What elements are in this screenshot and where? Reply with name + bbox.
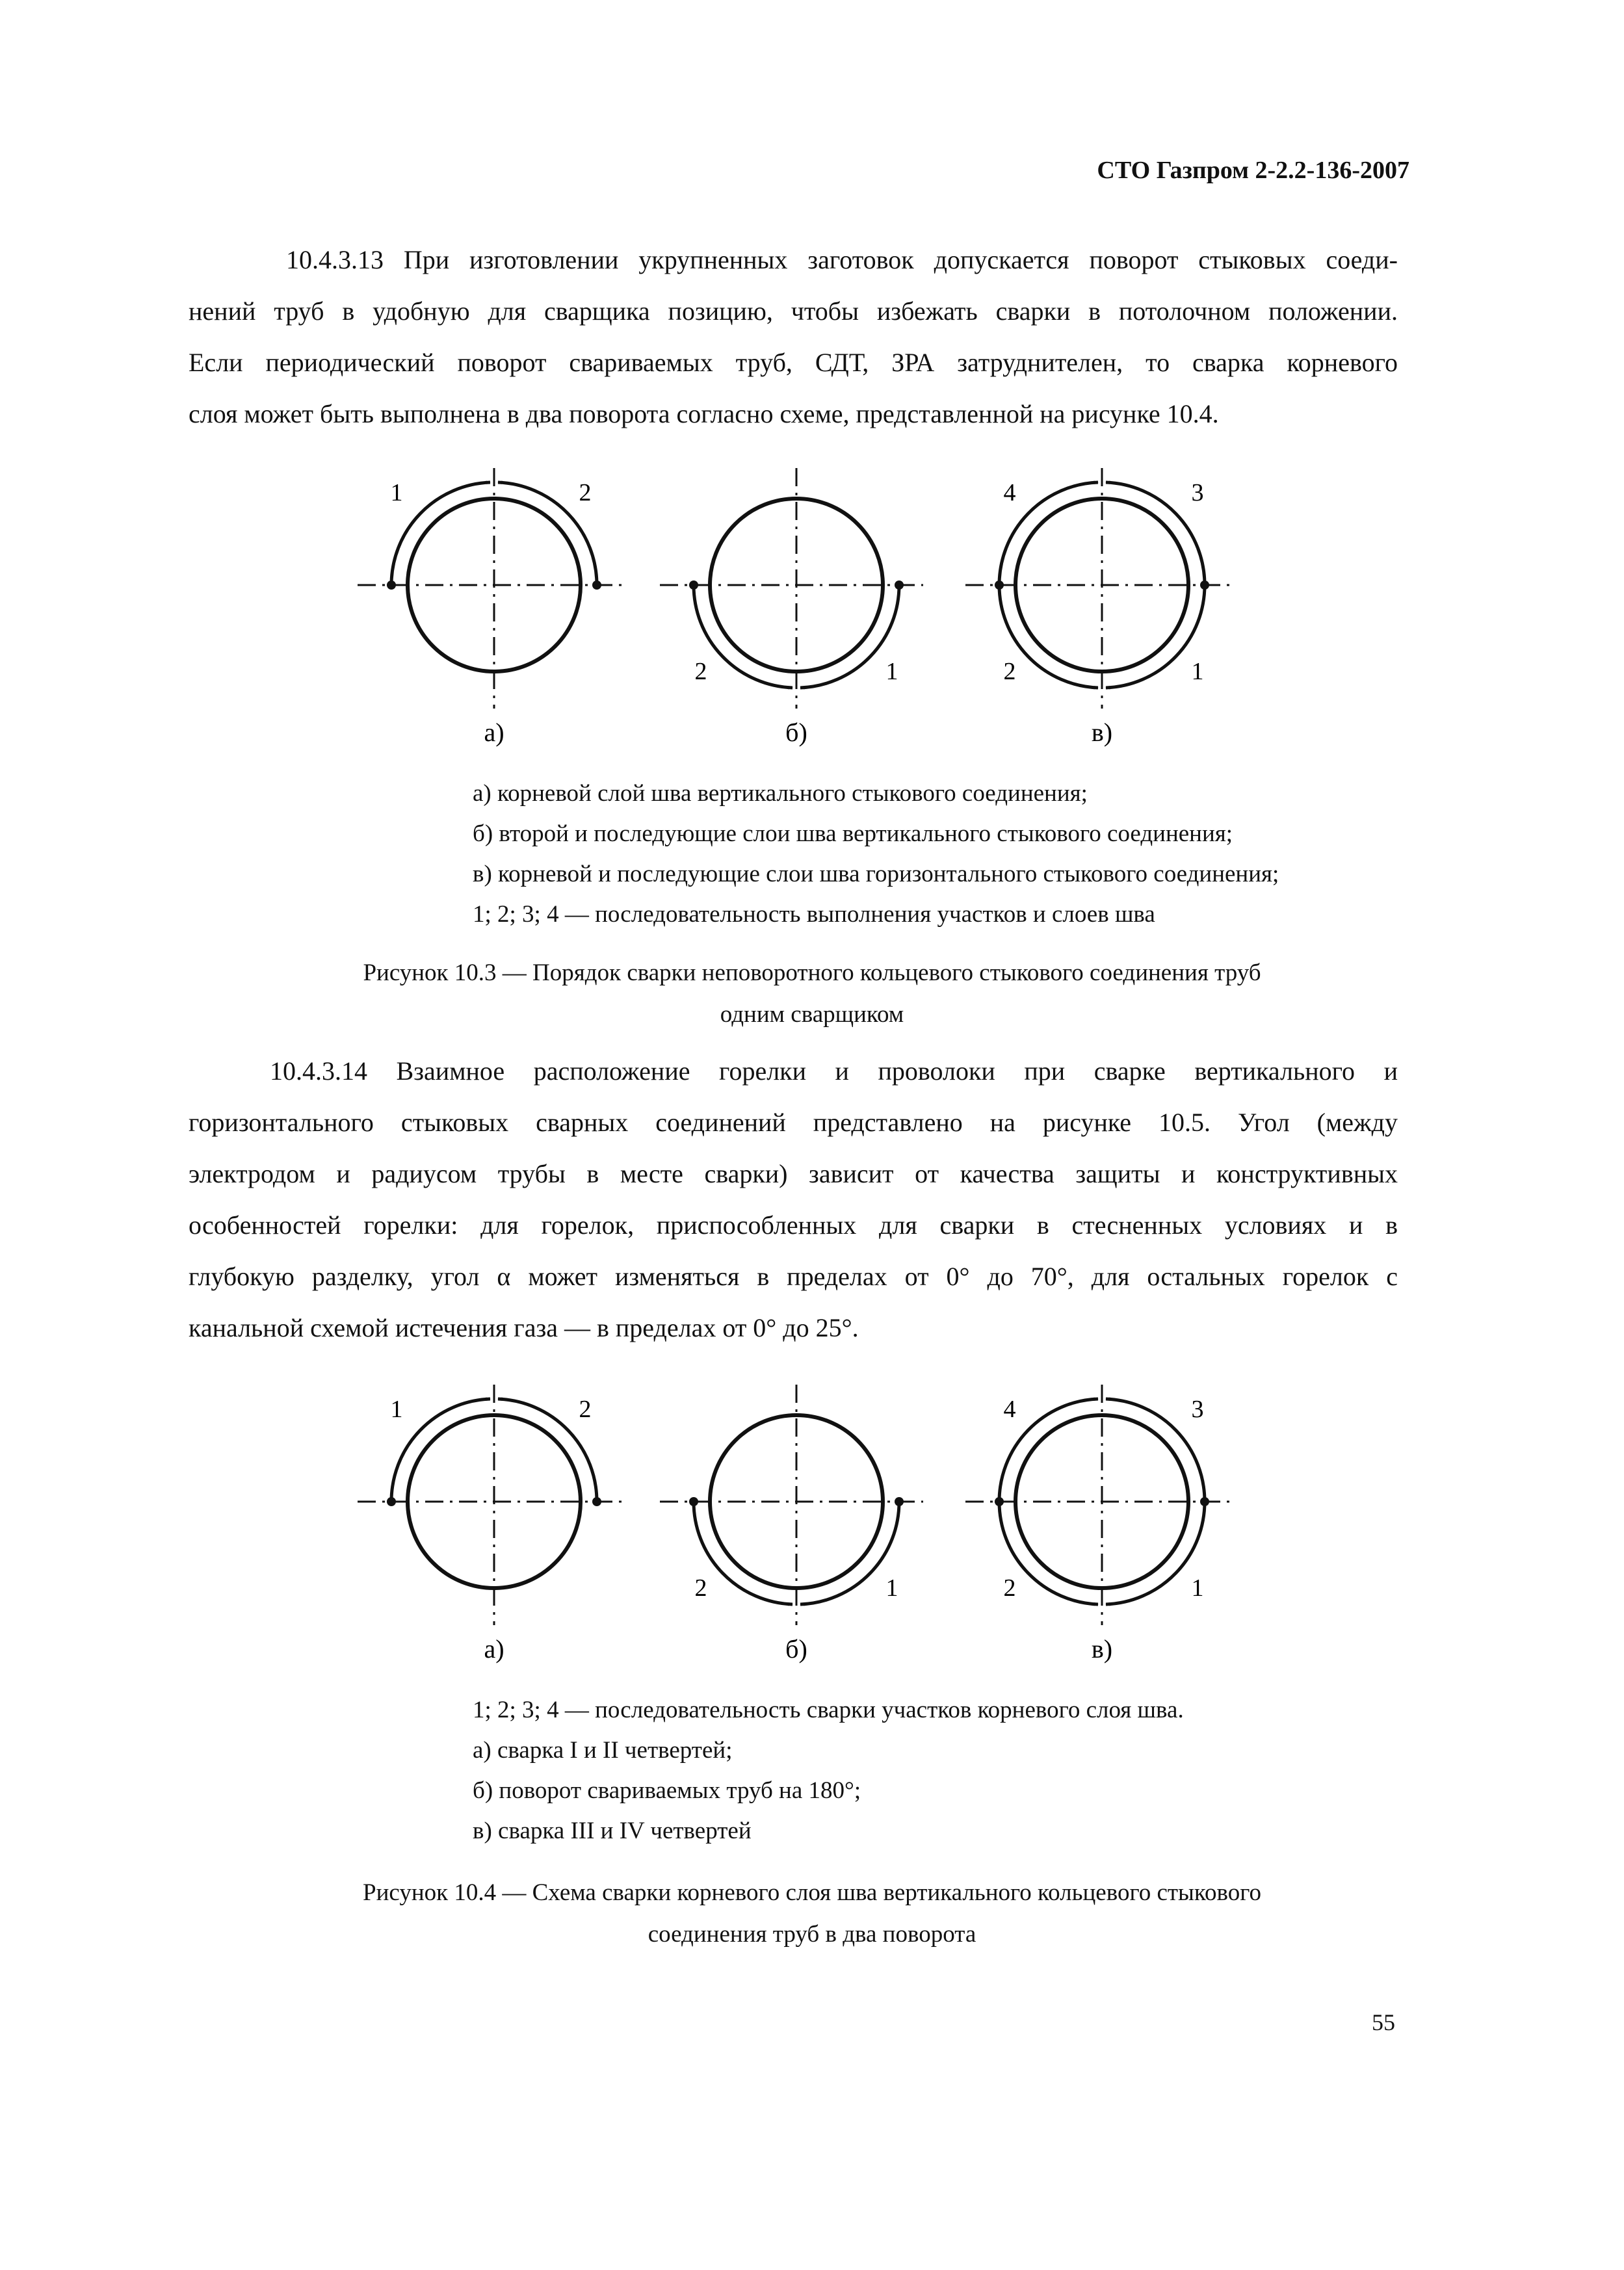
sequence-number: 4 [1003,479,1016,506]
start-point [995,581,1004,590]
start-point [689,1497,698,1506]
start-point [592,581,601,590]
arc-1 [391,482,490,585]
paragraph-line: 10.4.3.13 При изготовлении укрупненных заготовок допускается поворот стыковых соеди- [286,245,1398,274]
start-point [895,1497,904,1506]
paragraph-line: глубокую разделку, угол α может изменяться в пределах от 0° до 70°, для остальных горелок с [189,1262,1398,1291]
diagram-label: в) [1091,1634,1113,1663]
sequence-number: 1 [390,479,403,506]
diagram-a [358,1385,624,1663]
start-point [895,581,904,590]
paragraph-line: нений труб в удобную для сварщика позицию, чтобы избежать сварки в потолочном положении. [189,296,1398,326]
sequence-number: 1 [885,1574,898,1602]
paragraph-10-4-3-14 [189,1045,1398,1353]
legend-item: а) корневой слой шва вертикального стыкового соединения; [473,780,1088,807]
arc-2 [694,585,792,688]
legend-item: 1; 2; 3; 4 — последовательность выполнения участков и слоев шва [473,901,1155,928]
start-point [689,581,698,590]
figure-10-4-diagrams [0,1372,1624,1677]
figure-10-4-legend [473,1690,1184,1851]
document-header: СТО Газпром 2-2.2-136-2007 [1097,157,1409,184]
paragraph-line: Если периодический поворот свариваемых труб, СДТ, ЗРА затруднителен, то сварка корневого [189,348,1398,377]
start-point [592,1497,601,1506]
diagram-label: в) [1091,718,1113,747]
arc-2 [694,1502,792,1604]
sequence-number: 2 [579,1396,592,1423]
sequence-number: 3 [1191,479,1204,506]
diagram-label: а) [484,718,504,747]
arc-1 [391,1399,490,1502]
diagram-a [358,468,624,747]
paragraph-line: канальной схемой истечения газа — в пределах от 0° до 25°. [189,1313,859,1342]
arc-3 [1106,1399,1205,1502]
legend-item: в) корневой и последующие слои шва горизонтального стыкового соединения; [473,861,1279,887]
sequence-number: 2 [694,658,707,685]
sequence-number: 1 [390,1396,403,1423]
arc-1 [800,585,899,688]
sequence-number: 2 [1003,1574,1016,1602]
legend-item: б) второй и последующие слои шва вертикального стыкового соединения; [473,820,1233,847]
sequence-number: 2 [579,479,592,506]
diagram-b [660,468,923,747]
figure-10-3-caption [0,952,1624,1036]
paragraph-10-4-3-13 [189,234,1398,439]
paragraph-line: особенностей горелки: для горелок, приспособленных для сварки в стесненных условиях и в [189,1210,1398,1240]
diagram-v [965,1385,1232,1663]
figure-10-4-caption [0,1872,1624,1955]
sequence-number: 4 [1003,1396,1016,1423]
sequence-number: 1 [1191,658,1204,685]
arc-1 [1106,585,1205,688]
paragraph-line: слоя может быть выполнена в два поворота согласно схеме, представленной на рисунке 10.4. [189,399,1219,428]
sequence-number: 2 [694,1574,707,1602]
arc-1 [800,1502,899,1604]
start-point [1200,581,1209,590]
sequence-number: 3 [1191,1396,1204,1423]
start-point [387,1497,396,1506]
legend-item: 1; 2; 3; 4 — последовательность сварки участков корневого слоя шва. [473,1697,1184,1723]
paragraph-line: электродом и радиусом трубы в месте сварки) зависит от качества защиты и конструктивных [189,1159,1398,1188]
diagram-v [965,468,1232,747]
figure-10-3 [0,455,1624,761]
start-point [995,1497,1004,1506]
caption-line: Рисунок 10.4 — Схема сварки корневого слоя шва вертикального кольцевого стыкового [363,1879,1261,1906]
diagram-label: б) [785,1634,807,1663]
arc-3 [1106,482,1205,585]
figure-10-3-diagrams [0,455,1624,761]
legend-item: б) поворот свариваемых труб на 180°; [473,1777,861,1804]
start-point [387,581,396,590]
page-number: 55 [1372,2009,1395,2035]
sequence-number: 1 [1191,1574,1204,1602]
diagram-b [660,1385,923,1663]
legend-item: а) сварка I и II четвертей; [473,1737,733,1764]
figure-10-3-legend [473,774,1279,935]
paragraph-line: 10.4.3.14 Взаимное расположение горелки и проволоки при сварке вертикального и [270,1056,1398,1086]
arc-1 [1106,1502,1205,1604]
sequence-number: 2 [1003,658,1016,685]
sequence-number: 1 [885,658,898,685]
caption-line: соединения труб в два поворота [648,1921,976,1948]
caption-line: Рисунок 10.3 — Порядок сварки неповоротного кольцевого стыкового соединения труб [363,959,1261,986]
diagram-label: а) [484,1634,504,1663]
legend-item: в) сварка III и IV четвертей [473,1818,752,1844]
start-point [1200,1497,1209,1506]
paragraph-line: горизонтального стыковых сварных соединений представлено на рисунке 10.5. Угол (между [189,1108,1398,1137]
diagram-label: б) [785,718,807,747]
figure-10-4 [0,1372,1624,1677]
caption-line: одним сварщиком [720,1001,904,1028]
